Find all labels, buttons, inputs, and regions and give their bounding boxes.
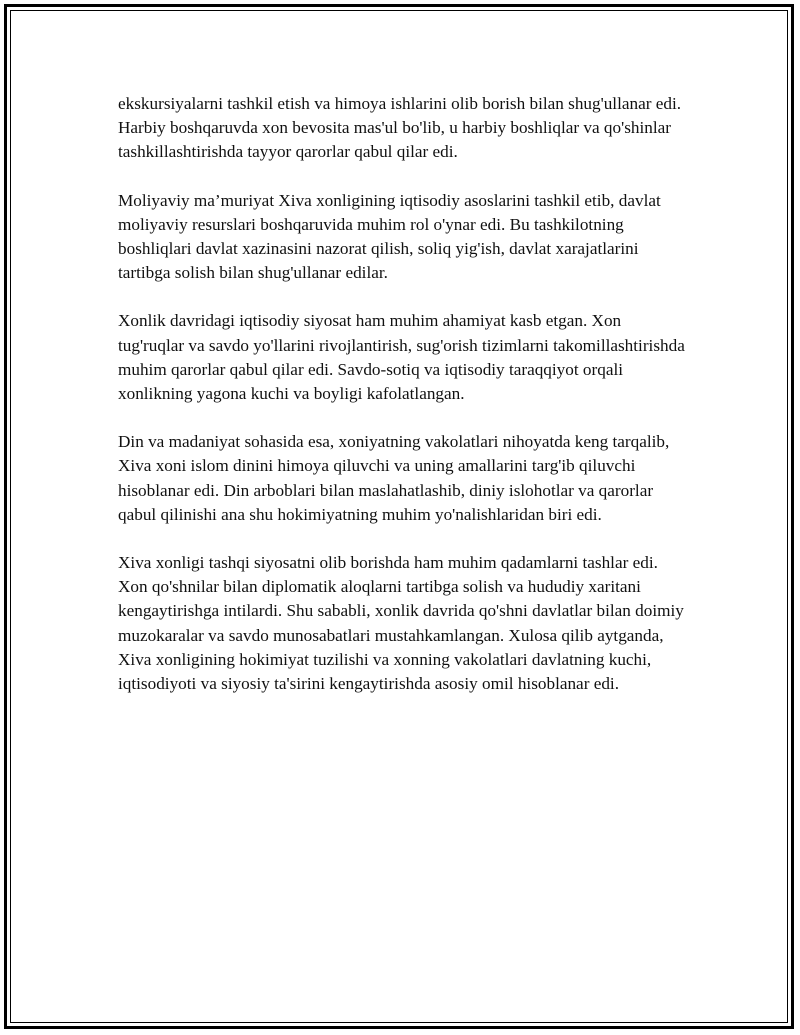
document-body [118, 92, 688, 720]
paragraph-finance: Moliyaviy ma’muriyat Xiva xonligining iqtisodiy asoslarini tashkil etib, davlat moliyaviy resurslari boshqaruvida muhim rol o'ynar edi. Bu tashkilotning boshliqlari davlat xazinasini nazorat qilish, soliq yig'ish, davlat xarajatlarini tartibga solish bilan shug'ullanar edilar. [118, 190, 661, 283]
paragraph-military: ekskursiyalarni tashkil etish va himoya ishlarini olib borish bilan shug'ullanar edi. Harbiy boshqaruvda xon bevosita mas'ul bo'lib, u harbiy boshliqlar va qo'shinlar tashkillashtirishda tayyor qarorlar qabul qilar edi. [118, 94, 682, 162]
paragraph-foreign-policy: Xiva xonligi tashqi siyosatni olib borishda ham muhim qadamlarni tashlar edi. Xon qo'shnilar bilan diplomatik aloqlarni tartibga solish va hududiy xaritani kengaytirishga intilardi. Shu sababli, xonlik davrida qo'shni davlatlar bilan doimiy muzokaralar va savdo munosabatlari mustahkamlangan. Xulosa qilib aytganda, Xiva xonligining hokimiyat tuzilishi va xonning vakolatlari davlatning kuchi, iqtisodiyoti va siyosiy ta'sirini kengaytirishda asosiy omil hisoblanar edi. [118, 553, 684, 694]
paragraph-religion: Din va madaniyat sohasida esa, xoniyatning vakolatlari nihoyatda keng tarqalib, Xiva xoni islom dinini himoya qiluvchi va uning amallarini targ'ib qiluvchi hisoblanar edi. Din arboblari bilan maslahatlashib, diniy islohotlar va qarorlar qabul qilinishi ana shu hokimiyatning muhim yo'nalishlaridan biri edi. [118, 432, 670, 524]
paragraph-economy: Xonlik davridagi iqtisodiy siyosat ham muhim ahamiyat kasb etgan. Xon tug'ruqlar va savdo yo'llarini rivojlantirish, sug'orish tizimlarni takomillashtirishda muhim qarorlar qabul qilar edi. Savdo-sotiq va iqtisodiy taraqqiyot orqali xonlikning yagona kuchi va boyligi kafolatlangan. [118, 311, 685, 404]
